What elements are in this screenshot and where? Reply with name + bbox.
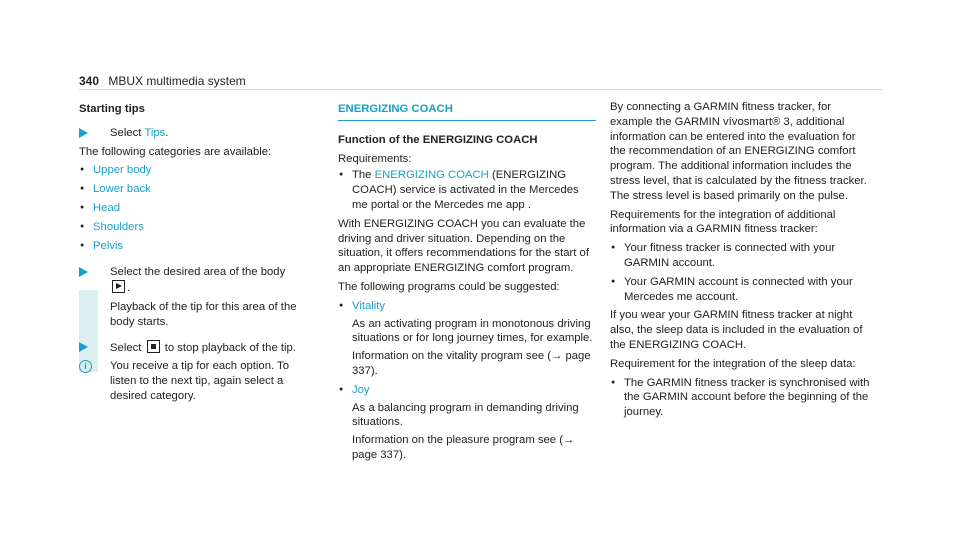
category-lower-back[interactable]: ● Lower back <box>79 182 305 197</box>
requirements-list <box>338 168 596 212</box>
sleep-requirement-item: ● The GARMIN fitness tracker is synchronised with the GARMIN account before the beginning of the journey. <box>610 376 872 420</box>
page-number: 340 <box>79 74 100 88</box>
energizing-description: With ENERGIZING COACH you can evaluate the driving and driver situation. Depending on the situation, it offers recommendations for the start of an appropriate ENERGIZING comfort program. <box>338 217 589 275</box>
energizing-coach-link[interactable]: ENERGIZING COACH <box>374 169 489 182</box>
step-select-tips: Select Tips. <box>79 126 305 141</box>
page-header-title: MBUX multimedia system <box>108 74 246 88</box>
step-arrow-icon <box>79 128 88 138</box>
stop-icon[interactable] <box>147 340 160 353</box>
starting-tips-heading: Starting tips <box>79 103 145 115</box>
categories-intro: The following categories are available: <box>79 145 272 158</box>
category-list <box>79 163 305 253</box>
program-description: As a balancing program in demanding driving situations. <box>352 401 579 429</box>
program-joy <box>338 383 596 463</box>
program-name[interactable]: ● Vitality <box>352 299 386 312</box>
category-shoulders[interactable]: ● Shoulders <box>79 220 305 235</box>
info-icon: i <box>79 360 92 373</box>
program-name[interactable]: ● Joy <box>352 383 370 396</box>
program-vitality <box>338 299 596 379</box>
garmin-requirements-intro: Requirements for the integration of additional information via a GARMIN fitness tracker: <box>610 208 836 236</box>
step-stop-playback: Select to stop playback of the tip. <box>79 340 305 356</box>
program-list <box>338 299 596 463</box>
program-info: Information on the vitality program see (→ page 337). <box>352 350 591 377</box>
column-starting-tips <box>79 102 305 404</box>
category-pelvis[interactable]: ● Pelvis <box>79 239 305 254</box>
category-head[interactable]: ● Head <box>79 201 305 216</box>
requirement-item: ● The ENERGIZING COACH (ENERGIZING COACH) service is activated in the Mercedes me portal or the Mercedes me app . <box>338 168 596 212</box>
function-subheading: Function of the ENERGIZING COACH <box>338 133 538 146</box>
sleep-requirements-list <box>610 376 872 420</box>
requirements-label: Requirements: <box>338 152 412 165</box>
program-info: Information on the pleasure program see (→ page 337). <box>352 434 575 461</box>
garmin-requirement-item: ● Your GARMIN account is connected with your Mercedes me account. <box>610 275 872 305</box>
step-select-area-result: Playback of the tip for this area of the body starts. <box>110 300 297 328</box>
page-header <box>79 74 246 89</box>
section-title: ENERGIZING COACH <box>338 102 596 121</box>
header-divider <box>79 89 882 90</box>
play-icon[interactable] <box>112 280 125 293</box>
tips-link[interactable]: Tips <box>144 126 166 139</box>
programs-intro: The following programs could be suggested: <box>338 280 560 293</box>
sleep-requirement-intro: Requirement for the integration of the sleep data: <box>610 357 856 370</box>
category-upper-body[interactable]: ● Upper body <box>79 163 305 178</box>
sleep-data-note: If you wear your GARMIN fitness tracker at night also, the sleep data is included in the evaluation of the ENERGIZING COACH. <box>610 309 863 351</box>
garmin-requirement-item: ● Your fitness tracker is connected with your GARMIN account. <box>610 241 872 271</box>
step-arrow-icon <box>79 342 88 352</box>
garmin-requirements-list <box>610 241 872 304</box>
column-energizing-coach <box>338 102 596 467</box>
garmin-intro: By connecting a GARMIN fitness tracker, for example the GARMIN vívosmart® 3, additional information can be entered into the evaluation for the recommendation of an ENERGIZING comfort program. The additional information includes the stress level, that is calculated by the fitness tracker. The stress level is based primarily on the pulse. <box>610 101 867 202</box>
program-description: As an activating program in monotonous driving situations or for long journey times, for example. <box>352 317 593 345</box>
tip-note: i You receive a tip for each option. To listen to the next tip, again select a desired category. <box>79 359 305 403</box>
step-select-area: Select the desired area of the body . <box>79 265 305 296</box>
step-arrow-icon <box>79 267 88 277</box>
column-garmin <box>610 100 872 424</box>
